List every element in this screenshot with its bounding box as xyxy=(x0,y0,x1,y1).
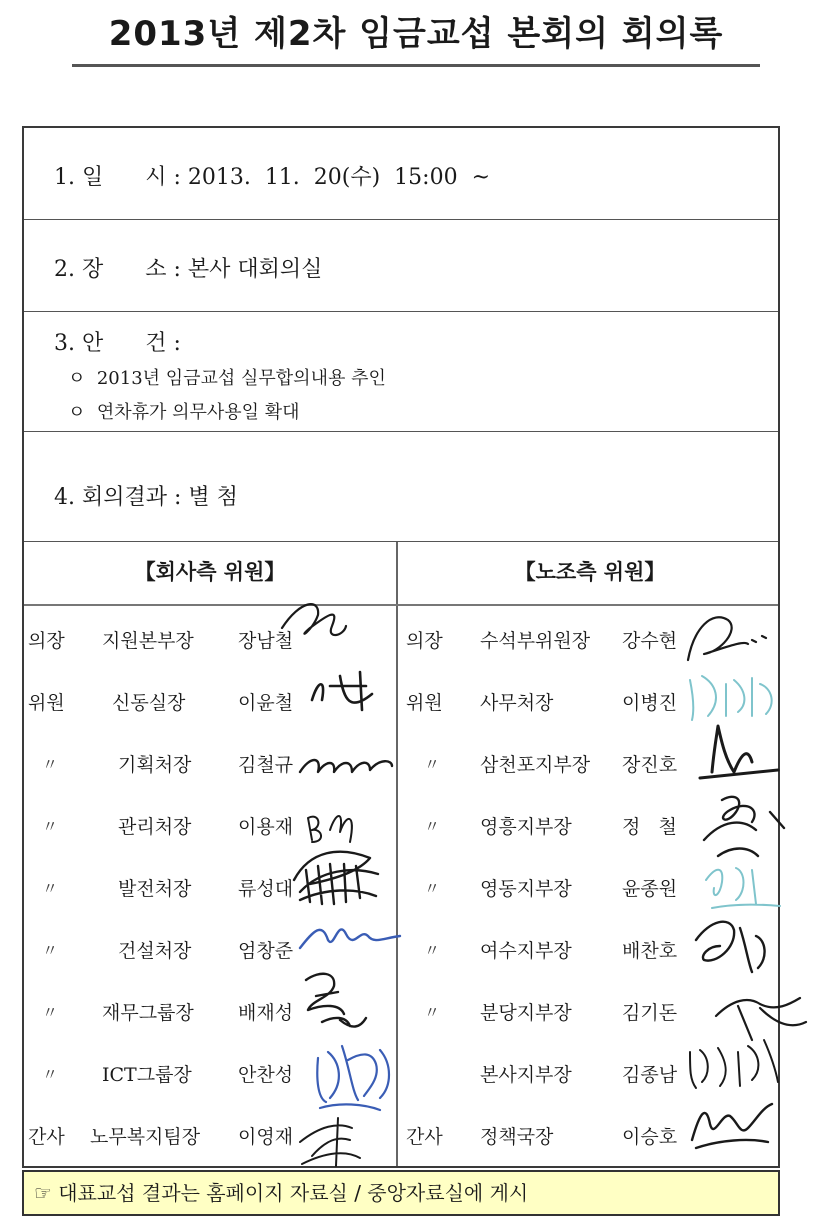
member-role: 〃 xyxy=(424,817,441,836)
member-name: 강수현 xyxy=(622,630,678,652)
member-name: 장남철 xyxy=(238,630,294,652)
member-role: 의장 xyxy=(28,630,65,652)
signature-mark xyxy=(282,604,346,635)
member-role: 〃 xyxy=(424,755,441,774)
place-text: 2. 장 소 : 본사 대회의실 xyxy=(54,257,323,282)
page-title: 2013년 제2차 임금교섭 본회의 회의록 xyxy=(108,14,724,54)
date-text: 1. 일 시 : 2013. 11. 20(수) 15:00 ~ xyxy=(54,165,491,190)
member-name: 이승호 xyxy=(622,1126,678,1148)
signature-mark xyxy=(312,672,372,710)
member-role: 〃 xyxy=(42,755,59,774)
member-name: 이용재 xyxy=(238,816,294,838)
member-name: 엄창준 xyxy=(238,940,294,962)
member-role: 〃 xyxy=(42,817,59,836)
member-role: 간사 xyxy=(406,1126,443,1148)
member-dept: 삼천포지부장 xyxy=(480,754,591,776)
member-dept: 영동지부장 xyxy=(480,878,572,900)
member-name: 배재성 xyxy=(238,1002,294,1024)
signature-mark xyxy=(300,929,400,948)
member-dept: 발전처장 xyxy=(118,878,192,900)
member-dept: 본사지부장 xyxy=(480,1064,572,1086)
signature-mark xyxy=(704,797,784,856)
signature-mark xyxy=(308,816,352,842)
member-dept: 여수지부장 xyxy=(480,940,572,962)
member-name: 이윤철 xyxy=(238,692,294,714)
member-dept: ICT그룹장 xyxy=(102,1064,192,1086)
union-heading: 【노조측 위원】 xyxy=(514,559,666,584)
member-dept: 정책국장 xyxy=(480,1126,554,1148)
signature-mark xyxy=(306,974,366,1027)
member-name: 김기돈 xyxy=(622,1002,678,1024)
member-dept: 영흥지부장 xyxy=(480,816,572,838)
member-name: 김종남 xyxy=(622,1064,678,1086)
member-dept: 분당지부장 xyxy=(480,1002,572,1024)
member-dept: 노무복지팀장 xyxy=(90,1126,201,1148)
notice-box xyxy=(22,1170,780,1216)
member-name: 윤종원 xyxy=(622,878,678,900)
signature-mark xyxy=(300,1118,360,1166)
agenda-item: ㅇ 연차휴가 의무사용일 확대 xyxy=(68,402,300,423)
member-role: 〃 xyxy=(42,1065,59,1084)
signature-mark xyxy=(294,852,378,904)
member-name: 류성대 xyxy=(238,878,294,900)
member-role: 〃 xyxy=(42,879,59,898)
member-role: 〃 xyxy=(42,941,59,960)
signature-mark xyxy=(690,1040,778,1088)
member-dept: 재무그룹장 xyxy=(102,1002,194,1024)
member-dept: 건설처장 xyxy=(118,940,192,962)
member-role: 간사 xyxy=(28,1126,65,1148)
signature-mark xyxy=(716,998,806,1040)
result-text: 4. 회의결과 : 별 첨 xyxy=(54,485,238,510)
member-name: 안찬성 xyxy=(238,1064,294,1086)
agenda-item: ㅇ 2013년 임금교섭 실무합의내용 추인 xyxy=(68,368,386,389)
member-role: 위원 xyxy=(28,692,65,714)
member-dept: 신동실장 xyxy=(112,692,186,714)
signature-mark xyxy=(690,676,772,720)
notice-text: ☞ 대표교섭 결과는 홈페이지 자료실 / 중앙자료실에 게시 xyxy=(34,1181,529,1205)
member-dept: 사무처장 xyxy=(480,692,554,714)
signature-mark xyxy=(317,1046,389,1110)
member-name: 배찬호 xyxy=(622,940,678,962)
member-dept: 수석부위원장 xyxy=(480,630,591,652)
signature-mark xyxy=(706,868,780,908)
signature-mark xyxy=(696,922,765,972)
member-role: 〃 xyxy=(424,941,441,960)
agenda-label: 3. 안 건 : xyxy=(54,331,181,356)
member-dept: 관리처장 xyxy=(118,816,192,838)
member-role: 위원 xyxy=(406,692,443,714)
member-name: 이병진 xyxy=(622,692,678,714)
member-name: 이영재 xyxy=(238,1126,294,1148)
member-dept: 기획처장 xyxy=(118,754,192,776)
signature-mark xyxy=(700,726,778,778)
member-dept: 지원본부장 xyxy=(102,630,194,652)
company-heading: 【회사측 위원】 xyxy=(134,559,286,584)
member-name: 정 철 xyxy=(622,816,677,838)
member-name: 김철규 xyxy=(238,754,294,776)
member-role: 〃 xyxy=(424,1003,441,1022)
member-name: 장진호 xyxy=(622,754,678,776)
signature-mark xyxy=(300,760,392,772)
member-role: 〃 xyxy=(42,1003,59,1022)
member-role: 〃 xyxy=(424,879,441,898)
signature-mark xyxy=(692,1104,772,1148)
member-role: 의장 xyxy=(406,630,443,652)
signature-mark xyxy=(688,617,766,660)
